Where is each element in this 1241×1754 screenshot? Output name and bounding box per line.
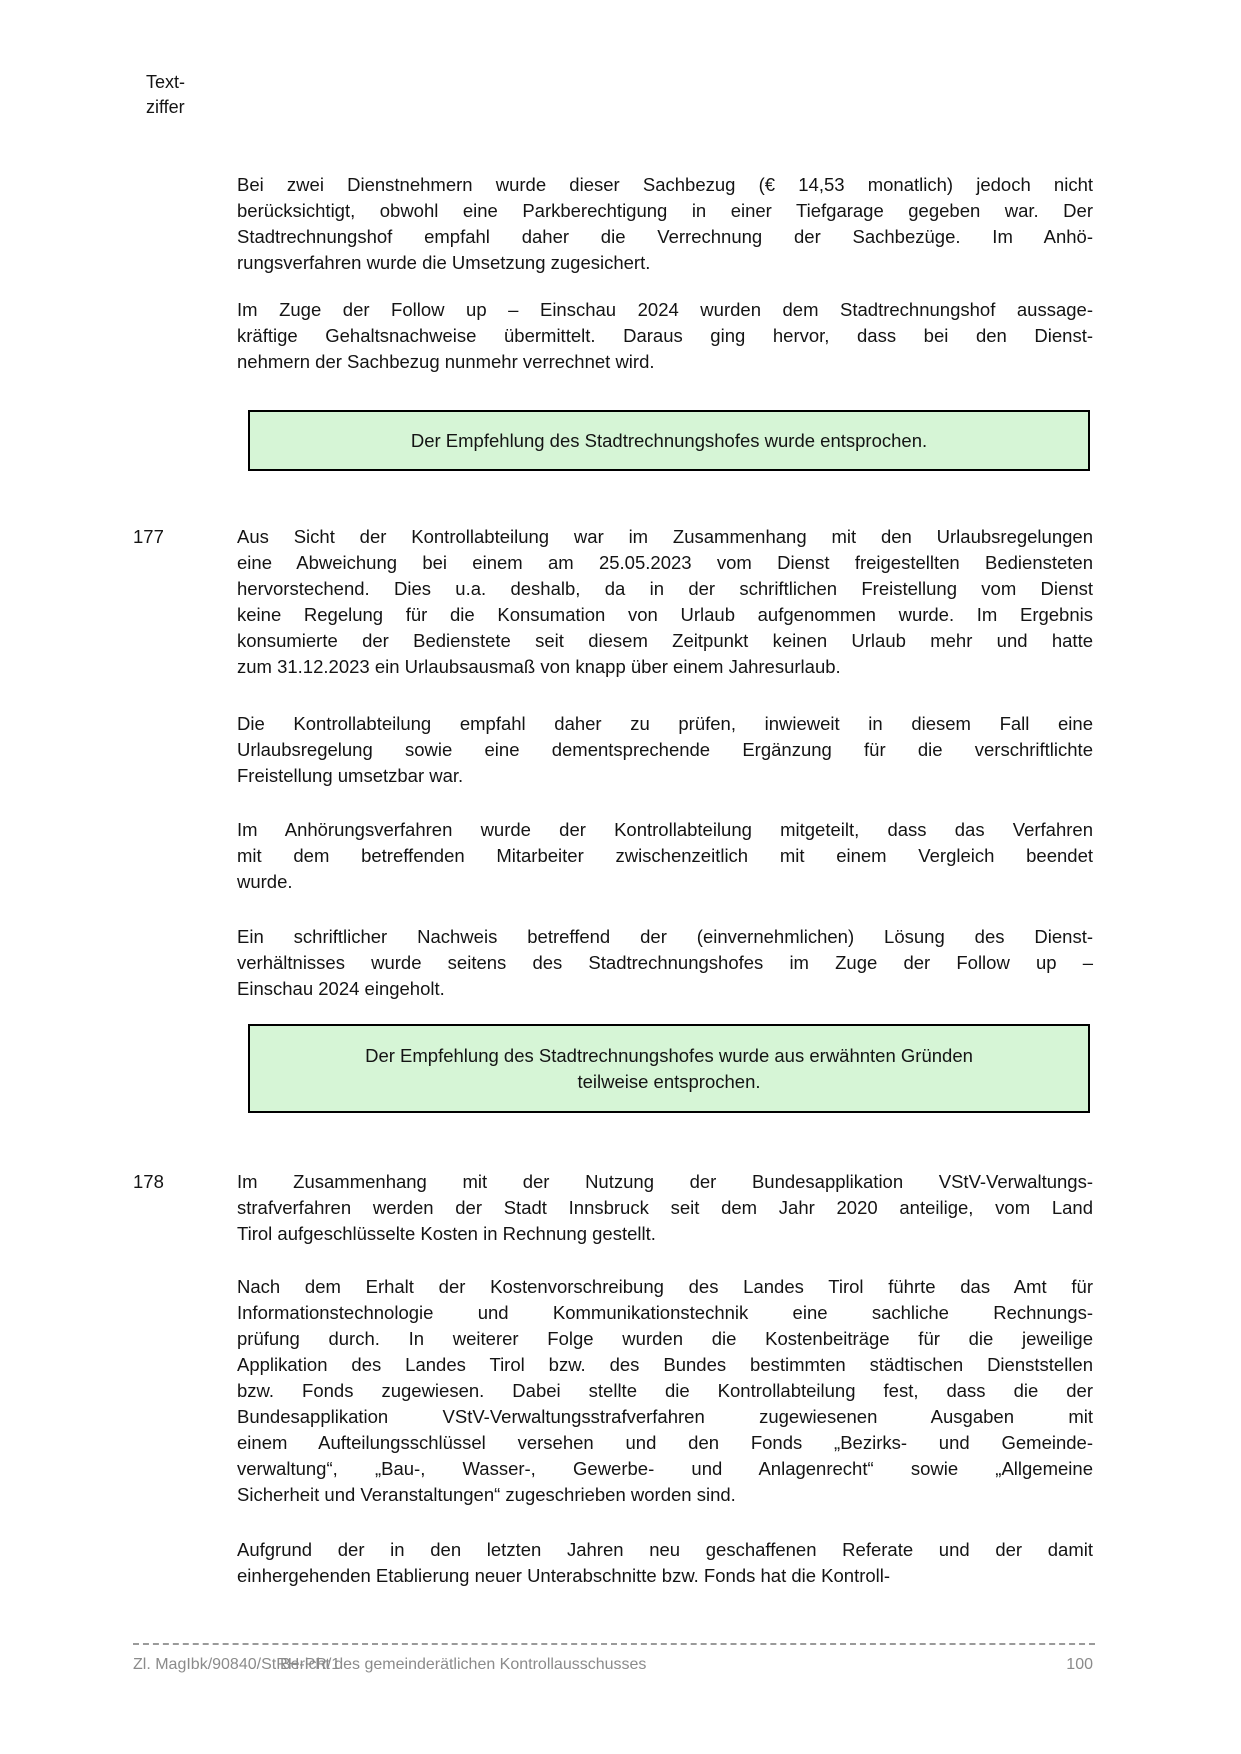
page-footer: [133, 1654, 1093, 1678]
text-line: Der Empfehlung des Stadtrechnungshofes wurde entsprochen.: [410, 429, 928, 451]
text-line: rungsverfahren wurde die Umsetzung zugesichert.: [237, 252, 651, 273]
text-line: strafverfahren werden der Stadt Innsbruck seit dem Jahr 2020 anteilige, vom Land: [237, 1197, 1093, 1218]
text-line: berücksichtigt, obwohl eine Parkberechtigung in einer Tiefgarage gegeben war. Der: [237, 200, 1093, 221]
text-line: Stadtrechnungshof empfahl daher die Verrechnung der Sachbezüge. Im Anhö-: [237, 226, 1093, 247]
text-line: Aufgrund der in den letzten Jahren neu geschaffenen Referate und der damit: [237, 1539, 1093, 1560]
paragraph-177-3: [237, 817, 1093, 895]
text-line: ziffer: [146, 97, 185, 117]
text-line: Informationstechnologie und Kommunikationstechnik eine sachliche Rechnungs-: [237, 1302, 1093, 1323]
text-line: Im Anhörungsverfahren wurde der Kontrollabteilung mitgeteilt, dass das Verfahren: [237, 819, 1093, 840]
text-line: Bei zwei Dienstnehmern wurde dieser Sachbezug (€ 14,53 monatlich) jedoch nicht: [237, 174, 1093, 195]
text-line: Im Zuge der Follow up – Einschau 2024 wurden dem Stadtrechnungshof aussage-: [237, 299, 1093, 320]
recommendation-box-1-text: [250, 428, 1088, 454]
recommendation-box-2: [248, 1024, 1090, 1113]
paragraph-177-1: [237, 524, 1093, 680]
text-line: hervorstechend. Dies u.a. deshalb, da in der schriftlichen Freistellung vom Dienst: [237, 578, 1093, 599]
text-line: zum 31.12.2023 ein Urlaubsausmaß von knapp über einem Jahresurlaub.: [237, 656, 841, 677]
text-line: keine Regelung für die Konsumation von Urlaub aufgenommen wurde. Im Ergebnis: [237, 604, 1093, 625]
footer-divider-dashed-line: [133, 1643, 1095, 1645]
footer-page-number: 100: [1066, 1656, 1093, 1673]
section-number-178: 178: [133, 1171, 164, 1192]
text-line: Freistellung umsetzbar war.: [237, 765, 464, 786]
text-line: kräftige Gehaltsnachweise übermittelt. Daraus ging hervor, dass bei den Dienst-: [237, 325, 1093, 346]
text-line: Ein schriftlicher Nachweis betreffend der (einvernehmlichen) Lösung des Dienst-: [237, 926, 1093, 947]
text-line: mit dem betreffenden Mitarbeiter zwischenzeitlich mit einem Vergleich beendet: [237, 845, 1093, 866]
footer-document-title: Bericht des gemeinderätlichen Kontrollausschusses: [280, 1656, 647, 1673]
text-line: Applikation des Landes Tirol bzw. des Bundes bestimmten städtischen Dienststellen: [237, 1354, 1093, 1375]
text-line: Im Zusammenhang mit der Nutzung der Bundesapplikation VStV-Verwaltungs-: [237, 1171, 1093, 1192]
text-line: wurde.: [237, 871, 293, 892]
paragraph-178-3: [237, 1537, 1093, 1589]
margin-column-heading: [146, 70, 236, 120]
text-line: prüfung durch. In weiterer Folge wurden die Kostenbeiträge für die jeweilige: [237, 1328, 1093, 1349]
text-line: Aus Sicht der Kontrollabteilung war im Zusammenhang mit den Urlaubsregelungen: [237, 526, 1093, 547]
text-line: Tirol aufgeschlüsselte Kosten in Rechnung gestellt.: [237, 1223, 656, 1244]
text-line: eine Abweichung bei einem am 25.05.2023 vom Dienst freigestellten Bediensteten: [237, 552, 1093, 573]
recommendation-box-2-text: [250, 1043, 1088, 1095]
text-line: Der Empfehlung des Stadtrechnungshofes wurde aus erwähnten Gründen: [365, 1044, 973, 1066]
paragraph-intro-2: [237, 297, 1093, 375]
text-line: konsumierte der Bedienstete seit diesem Zeitpunkt keinen Urlaub mehr und hatte: [237, 630, 1093, 651]
text-line: verhältnisses wurde seitens des Stadtrechnungshofes im Zuge der Follow up –: [237, 952, 1093, 973]
paragraph-177-2: [237, 711, 1093, 789]
paragraph-178-1: [237, 1169, 1093, 1247]
text-line: einem Aufteilungsschlüssel versehen und den Fonds „Bezirks- und Gemeinde-: [237, 1432, 1093, 1453]
text-line: Bundesapplikation VStV-Verwaltungsstrafverfahren zugewiesenen Ausgaben mit: [237, 1406, 1093, 1427]
text-line: Einschau 2024 eingeholt.: [237, 978, 445, 999]
section-number-177: 177: [133, 526, 164, 547]
text-line: Sicherheit und Veranstaltungen“ zugeschrieben worden sind.: [237, 1484, 736, 1505]
paragraph-intro-1: [237, 172, 1093, 276]
text-line: bzw. Fonds zugewiesen. Dabei stellte die Kontrollabteilung fest, dass die der: [237, 1380, 1093, 1401]
text-line: Die Kontrollabteilung empfahl daher zu prüfen, inwieweit in diesem Fall eine: [237, 713, 1093, 734]
text-line: Text-: [146, 72, 186, 92]
text-line: nehmern der Sachbezug nunmehr verrechnet wird.: [237, 351, 655, 372]
text-line: verwaltung“, „Bau-, Wasser-, Gewerbe- und Anlagenrecht“ sowie „Allgemeine: [237, 1458, 1093, 1479]
footer-reference-number: Zl. MagIbk/90840/StRH-PR/1: [133, 1656, 341, 1673]
recommendation-box-1: [248, 410, 1090, 471]
text-line: einhergehenden Etablierung neuer Unterabschnitte bzw. Fonds hat die Kontroll-: [237, 1565, 891, 1586]
paragraph-178-2: [237, 1274, 1093, 1508]
text-line: Urlaubsregelung sowie eine dementsprechende Ergänzung für die verschriftlichte: [237, 739, 1093, 760]
text-line: Nach dem Erhalt der Kostenvorschreibung des Landes Tirol führte das Amt für: [237, 1276, 1093, 1297]
text-line: teilweise entsprochen.: [577, 1070, 761, 1092]
paragraph-177-4: [237, 924, 1093, 1002]
